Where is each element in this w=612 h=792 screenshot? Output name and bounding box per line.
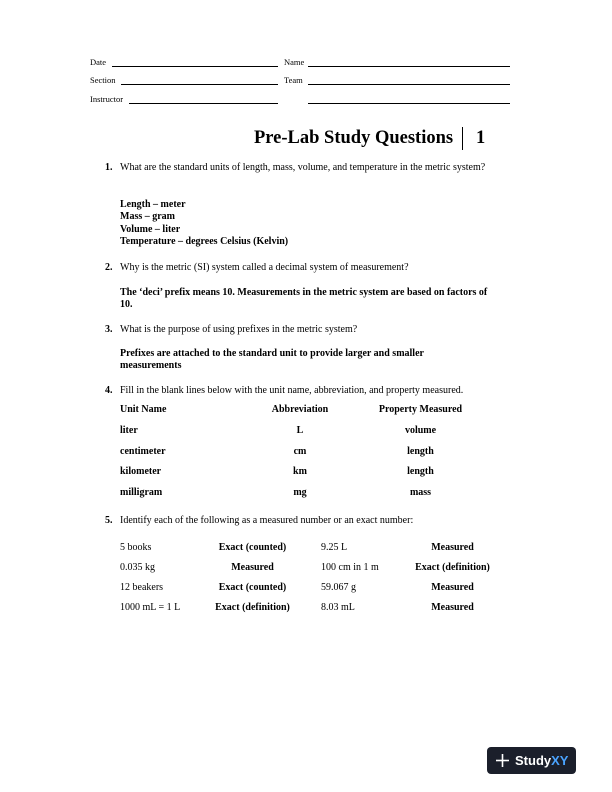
table-cell: milligram: [120, 487, 163, 498]
brand-accent: XY: [551, 753, 569, 768]
name-field[interactable]: [308, 66, 510, 67]
table-cell: 0.035 kg: [120, 562, 155, 573]
team-label: Team: [284, 75, 303, 85]
table-cell: km: [293, 466, 307, 477]
brand-name: Study: [515, 753, 552, 768]
table-cell: 8.03 mL: [321, 602, 355, 613]
table-cell: length: [407, 466, 434, 477]
table-cell: 1000 mL = 1 L: [120, 602, 181, 613]
table-cell: Measured: [431, 602, 474, 613]
name-label: Name: [284, 57, 305, 67]
table-cell: Exact (counted): [218, 542, 287, 553]
section-field[interactable]: [121, 84, 278, 85]
date-label: Date: [90, 57, 107, 67]
table-cell: mass: [409, 487, 432, 498]
table-cell: Measured: [431, 582, 474, 593]
studyxy-badge[interactable]: [487, 747, 576, 774]
table-cell: Exact (definition): [215, 602, 290, 613]
question-text: What are the standard units of length, mass, volume, and temperature in the metric system?: [120, 162, 486, 173]
answer-line: Temperature – degrees Celsius (Kelvin): [120, 236, 289, 247]
table-cell: 12 beakers: [120, 582, 164, 593]
question-number: 1.: [105, 162, 113, 173]
question-number: 5.: [105, 515, 113, 526]
table-header: Unit Name: [120, 404, 167, 415]
team-field[interactable]: [308, 84, 510, 85]
table-cell: Measured: [231, 562, 274, 573]
question-number: 3.: [105, 324, 113, 335]
page-title: Pre-Lab Study Questions: [254, 128, 454, 148]
plus-icon: [495, 753, 510, 768]
question-text: Identify each of the following as a measured number or an exact number:: [120, 515, 414, 526]
team-field-extra[interactable]: [308, 103, 510, 104]
question-number: 4.: [105, 385, 113, 396]
table-header: Abbreviation: [271, 404, 329, 415]
table-cell: 59.067 g: [321, 582, 356, 593]
title-divider: [462, 127, 463, 150]
table-cell: liter: [120, 425, 138, 436]
table-cell: Exact (counted): [218, 582, 287, 593]
question-text: Fill in the blank lines below with the unit name, abbreviation, and property measured.: [120, 385, 464, 396]
answer-line: Prefixes are attached to the standard unit to provide larger and smaller measurements: [120, 348, 424, 372]
brand-text: [515, 753, 568, 768]
table-cell: cm: [293, 446, 307, 457]
section-label: Section: [90, 75, 116, 85]
table-cell: 100 cm in 1 m: [321, 562, 379, 573]
table-cell: centimeter: [120, 446, 166, 457]
answer-line: The ‘deci’ prefix means 10. Measurements in the metric system are based on factors of 10.: [120, 287, 488, 311]
table-cell: Exact (definition): [415, 562, 490, 573]
instructor-field[interactable]: [129, 103, 278, 104]
answer-line: Volume – liter: [120, 224, 181, 235]
question-number: 2.: [105, 262, 113, 273]
table-cell: Measured: [431, 542, 474, 553]
table-cell: kilometer: [120, 466, 162, 477]
question-text: What is the purpose of using prefixes in the metric system?: [120, 324, 358, 335]
date-field[interactable]: [112, 66, 278, 67]
question-text: Why is the metric (SI) system called a decimal system of measurement?: [120, 262, 409, 273]
table-header: Property Measured: [378, 404, 463, 415]
answer-line: Length – meter: [120, 199, 186, 210]
table-cell: mg: [293, 487, 307, 498]
table-cell: length: [407, 446, 434, 457]
answer-line: Mass – gram: [120, 211, 175, 222]
table-cell: L: [296, 425, 304, 436]
instructor-label: Instructor: [90, 94, 124, 104]
table-cell: volume: [404, 425, 437, 436]
table-cell: 5 books: [120, 542, 152, 553]
chapter-number: 1: [476, 128, 486, 148]
table-cell: 9.25 L: [321, 542, 348, 553]
